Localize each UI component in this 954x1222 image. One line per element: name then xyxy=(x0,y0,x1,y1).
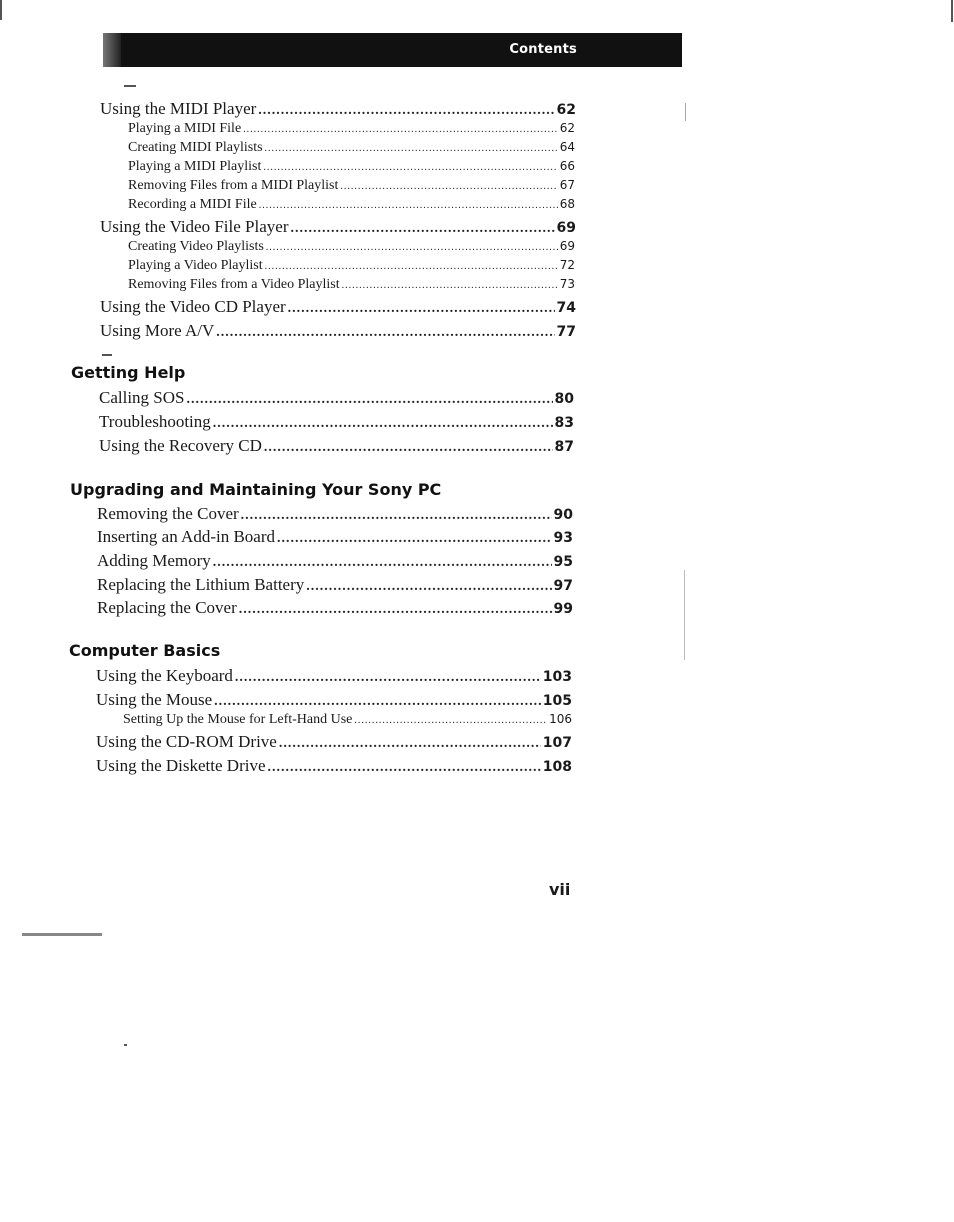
toc-page-number: 64 xyxy=(559,140,575,154)
leader-dots xyxy=(277,531,552,547)
toc-entry-label: Removing Files from a MIDI Playlist xyxy=(128,178,339,193)
scan-speck xyxy=(22,933,102,936)
leader-dots xyxy=(216,325,554,341)
toc-entry-label: Using the Recovery CD xyxy=(99,436,262,455)
toc-page-number: 83 xyxy=(554,415,574,431)
toc-entry-label: Replacing the Cover xyxy=(97,598,237,617)
leader-dots xyxy=(340,181,557,192)
toc-entry-label: Using the Diskette Drive xyxy=(96,756,266,775)
toc-entry-label: Playing a Video Playlist xyxy=(128,258,263,273)
leader-dots xyxy=(342,280,558,291)
toc-page-number: 74 xyxy=(556,300,576,316)
leader-dots xyxy=(235,670,541,686)
toc-entry-label: Inserting an Add-in Board xyxy=(97,527,275,546)
leader-dots xyxy=(279,736,541,752)
toc-page-number: 107 xyxy=(542,735,572,751)
leader-dots xyxy=(239,602,552,618)
toc-page-number: 106 xyxy=(549,712,572,726)
toc-page-number: 62 xyxy=(559,121,575,135)
toc-entry-label: Using the Mouse xyxy=(96,690,213,709)
leader-dots xyxy=(259,200,558,211)
leader-dots xyxy=(290,221,554,237)
toc-entry-label: Removing the Cover xyxy=(97,504,239,523)
toc-subentry[interactable] xyxy=(128,258,575,274)
toc-page-number: 69 xyxy=(556,220,576,236)
leader-dots xyxy=(306,579,551,595)
toc-subentry[interactable] xyxy=(128,159,575,175)
toc-entry[interactable] xyxy=(96,666,572,686)
toc-page-number: 93 xyxy=(553,530,573,546)
toc-page-number: 103 xyxy=(542,669,572,685)
toc-entry-label: Replacing the Lithium Battery xyxy=(97,575,305,594)
toc-entry[interactable] xyxy=(96,732,572,752)
toc-entry[interactable] xyxy=(96,690,572,710)
toc-entry-label: Setting Up the Mouse for Left-Hand Use xyxy=(123,712,353,727)
toc-page-number: 77 xyxy=(556,324,576,340)
scan-speck xyxy=(102,354,112,356)
leader-dots xyxy=(264,440,553,456)
leader-dots xyxy=(241,508,552,524)
leader-dots xyxy=(187,392,553,408)
leader-dots xyxy=(265,143,558,154)
toc-page-number: 66 xyxy=(559,159,575,173)
toc-subentry[interactable] xyxy=(123,712,572,728)
toc-entry-label: Using the Video File Player xyxy=(100,217,289,236)
toc-entry[interactable] xyxy=(97,504,573,524)
toc-entry[interactable] xyxy=(97,551,573,571)
toc-page-number: 67 xyxy=(559,178,575,192)
toc-entry-label: Playing a MIDI Playlist xyxy=(128,159,262,174)
toc-entry-label: Using the Keyboard xyxy=(96,666,233,685)
toc-entry[interactable] xyxy=(97,598,573,618)
toc-page-number: 80 xyxy=(554,391,574,407)
toc-entry-label: Using More A/V xyxy=(100,321,215,340)
page-header-bar xyxy=(103,33,682,67)
toc-entry[interactable] xyxy=(100,217,576,237)
toc-subentry[interactable] xyxy=(128,140,575,156)
toc-entry-label: Playing a MIDI File xyxy=(128,121,242,136)
toc-entry[interactable] xyxy=(100,99,576,119)
scan-speck xyxy=(685,103,686,121)
toc-entry-label: Using the MIDI Player xyxy=(100,99,257,118)
toc-page-number: 108 xyxy=(542,759,572,775)
toc-subentry[interactable] xyxy=(128,197,575,213)
toc-page-number: 99 xyxy=(553,601,573,617)
toc-page-number: 90 xyxy=(553,507,573,523)
leader-dots xyxy=(214,694,541,710)
scan-speck xyxy=(124,1044,127,1046)
toc-page-number: 97 xyxy=(553,578,573,594)
toc-entry-label: Adding Memory xyxy=(97,551,211,570)
toc-entry-label: Removing Files from a Video Playlist xyxy=(128,277,340,292)
toc-entry[interactable] xyxy=(97,575,573,595)
toc-subentry[interactable] xyxy=(128,277,575,293)
leader-dots xyxy=(288,301,555,317)
scan-speck xyxy=(124,85,136,87)
leader-dots xyxy=(265,261,558,272)
toc-entry[interactable] xyxy=(100,297,576,317)
toc-subentry[interactable] xyxy=(128,121,575,137)
leader-dots xyxy=(263,162,557,173)
toc-entry[interactable] xyxy=(100,321,576,341)
header-scan-mark xyxy=(103,33,121,67)
toc-entry-label: Using the Video CD Player xyxy=(100,297,286,316)
toc-page-number: 105 xyxy=(542,693,572,709)
section-heading-computer-basics: Computer Basics xyxy=(69,641,221,660)
toc-page-number: 72 xyxy=(559,258,575,272)
toc-entry[interactable] xyxy=(99,436,574,456)
toc-page-number: 95 xyxy=(553,554,573,570)
toc-subentry[interactable] xyxy=(128,239,575,255)
toc-page-number: 87 xyxy=(554,439,574,455)
section-heading-upgrading: Upgrading and Maintaining Your Sony PC xyxy=(70,480,442,499)
toc-entry[interactable] xyxy=(99,388,574,408)
page-number-footer: vii xyxy=(549,880,571,899)
leader-dots xyxy=(213,416,553,432)
toc-entry[interactable] xyxy=(99,412,574,432)
leader-dots xyxy=(258,103,554,119)
leader-dots xyxy=(213,555,552,571)
leader-dots xyxy=(268,760,541,776)
header-title: Contents xyxy=(509,42,577,57)
toc-entry-label: Creating Video Playlists xyxy=(128,239,264,254)
section-heading-getting-help: Getting Help xyxy=(71,363,186,382)
toc-entry[interactable] xyxy=(96,756,572,776)
leader-dots xyxy=(266,242,558,253)
scan-edge-mark xyxy=(951,0,953,22)
toc-page-number: 62 xyxy=(556,102,576,118)
leader-dots xyxy=(354,715,547,726)
toc-page-number: 73 xyxy=(559,277,575,291)
toc-entry-label: Recording a MIDI File xyxy=(128,197,257,212)
toc-entry-label: Troubleshooting xyxy=(99,412,211,431)
leader-dots xyxy=(243,124,558,135)
toc-entry-label: Using the CD-ROM Drive xyxy=(96,732,277,751)
scan-edge-mark xyxy=(0,0,2,20)
toc-subentry[interactable] xyxy=(128,178,575,194)
toc-entry-label: Creating MIDI Playlists xyxy=(128,140,263,155)
toc-page-number: 69 xyxy=(559,239,575,253)
toc-page-number: 68 xyxy=(559,197,575,211)
toc-entry-label: Calling SOS xyxy=(99,388,185,407)
toc-entry[interactable] xyxy=(97,527,573,547)
scan-speck xyxy=(684,570,685,660)
